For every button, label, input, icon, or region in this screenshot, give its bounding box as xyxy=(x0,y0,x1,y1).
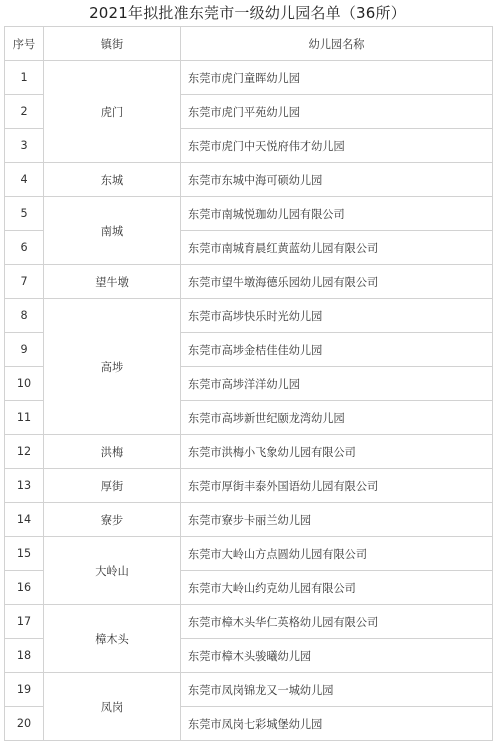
table-header-row xyxy=(5,27,493,61)
town-cell: 高埗 xyxy=(44,299,181,435)
row-index: 19 xyxy=(5,673,44,707)
kindergarten-name: 东莞市南城悦珈幼儿园有限公司 xyxy=(181,197,493,231)
row-index: 7 xyxy=(5,265,44,299)
row-index: 16 xyxy=(5,571,44,605)
kindergarten-name: 东莞市凤岗七彩城堡幼儿园 xyxy=(181,707,493,741)
kindergarten-name: 东莞市高埗新世纪颐龙湾幼儿园 xyxy=(181,401,493,435)
kindergarten-name: 东莞市虎门童晖幼儿园 xyxy=(181,61,493,95)
table-row xyxy=(5,537,493,571)
table-row xyxy=(5,503,493,537)
kindergarten-name: 东莞市虎门中天悦府伟才幼儿园 xyxy=(181,129,493,163)
header-name: 幼儿园名称 xyxy=(181,27,493,61)
town-cell: 寮步 xyxy=(44,503,181,537)
town-cell: 望牛墩 xyxy=(44,265,181,299)
row-index: 12 xyxy=(5,435,44,469)
row-index: 9 xyxy=(5,333,44,367)
table-row xyxy=(5,197,493,231)
row-index: 8 xyxy=(5,299,44,333)
town-cell: 大岭山 xyxy=(44,537,181,605)
row-index: 15 xyxy=(5,537,44,571)
row-index: 4 xyxy=(5,163,44,197)
table-row xyxy=(5,61,493,95)
kindergarten-name: 东莞市南城育晨红黄蓝幼儿园有限公司 xyxy=(181,231,493,265)
row-index: 11 xyxy=(5,401,44,435)
header-town: 镇街 xyxy=(44,27,181,61)
kindergarten-name: 东莞市樟木头骏曦幼儿园 xyxy=(181,639,493,673)
table-row xyxy=(5,163,493,197)
page-title: 2021年拟批准东莞市一级幼儿园名单（36所） xyxy=(89,4,406,22)
kindergarten-name: 东莞市高埗洋洋幼儿园 xyxy=(181,367,493,401)
town-cell: 厚街 xyxy=(44,469,181,503)
kindergarten-table xyxy=(4,26,493,741)
table-row xyxy=(5,265,493,299)
kindergarten-name: 东莞市大岭山约克幼儿园有限公司 xyxy=(181,571,493,605)
row-index: 2 xyxy=(5,95,44,129)
town-cell: 凤岗 xyxy=(44,673,181,741)
row-index: 10 xyxy=(5,367,44,401)
kindergarten-name: 东莞市大岭山方点圆幼儿园有限公司 xyxy=(181,537,493,571)
row-index: 18 xyxy=(5,639,44,673)
town-cell: 东城 xyxy=(44,163,181,197)
kindergarten-name: 东莞市虎门平苑幼儿园 xyxy=(181,95,493,129)
town-cell: 南城 xyxy=(44,197,181,265)
kindergarten-name: 东莞市凤岗锦龙又一城幼儿园 xyxy=(181,673,493,707)
kindergarten-name: 东莞市高埗金桔佳佳幼儿园 xyxy=(181,333,493,367)
kindergarten-name: 东莞市厚街丰泰外国语幼儿园有限公司 xyxy=(181,469,493,503)
kindergarten-name: 东莞市寮步卡丽兰幼儿园 xyxy=(181,503,493,537)
table-row xyxy=(5,605,493,639)
kindergarten-name: 东莞市东城中海可硕幼儿园 xyxy=(181,163,493,197)
table-body xyxy=(5,27,493,741)
kindergarten-name: 东莞市高埗快乐时光幼儿园 xyxy=(181,299,493,333)
row-index: 6 xyxy=(5,231,44,265)
table-row xyxy=(5,435,493,469)
kindergarten-name: 东莞市洪梅小飞象幼儿园有限公司 xyxy=(181,435,493,469)
town-cell: 洪梅 xyxy=(44,435,181,469)
kindergarten-name: 东莞市望牛墩海德乐园幼儿园有限公司 xyxy=(181,265,493,299)
kindergarten-name: 东莞市樟木头华仁英格幼儿园有限公司 xyxy=(181,605,493,639)
header-index: 序号 xyxy=(5,27,44,61)
row-index: 17 xyxy=(5,605,44,639)
row-index: 3 xyxy=(5,129,44,163)
table-row xyxy=(5,673,493,707)
row-index: 14 xyxy=(5,503,44,537)
table-row xyxy=(5,299,493,333)
row-index: 1 xyxy=(5,61,44,95)
row-index: 5 xyxy=(5,197,44,231)
table-row xyxy=(5,469,493,503)
town-cell: 虎门 xyxy=(44,61,181,163)
row-index: 13 xyxy=(5,469,44,503)
town-cell: 樟木头 xyxy=(44,605,181,673)
row-index: 20 xyxy=(5,707,44,741)
